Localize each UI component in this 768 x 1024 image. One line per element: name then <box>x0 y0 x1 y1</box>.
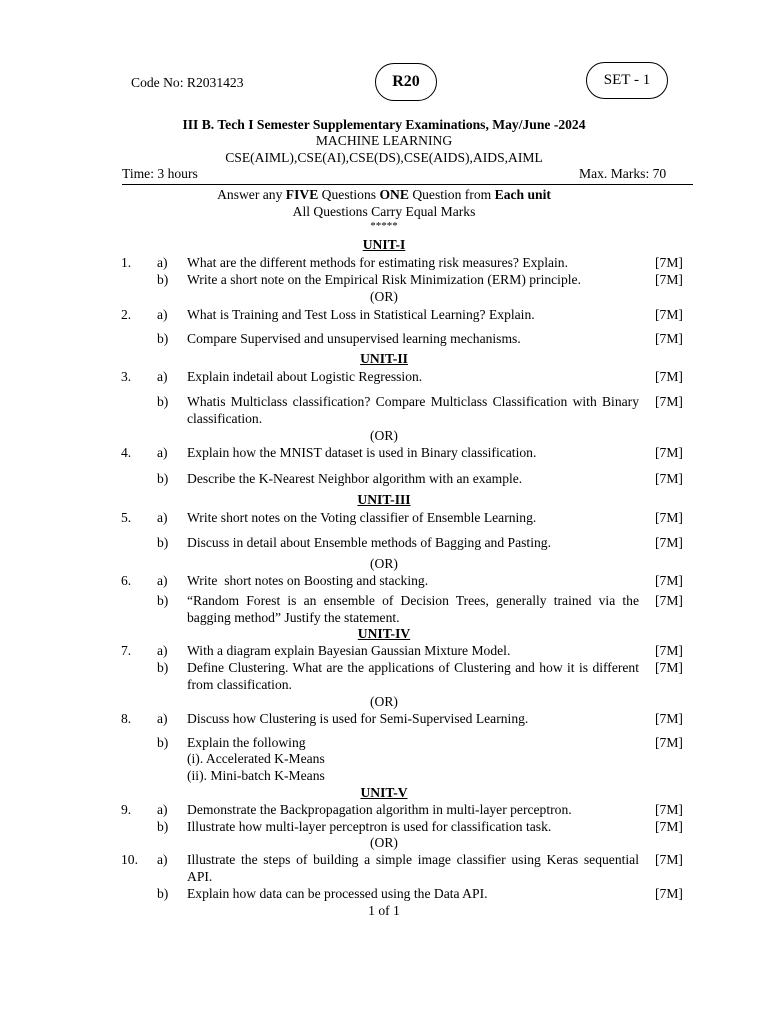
or-separator: (OR) <box>370 694 398 709</box>
exam-title: III B. Tech I Semester Supplementary Examinations, May/June -2024 <box>182 117 586 132</box>
question-text: What is Training and Test Loss in Statistical Learning? Explain. <box>187 307 535 322</box>
regulation-text: R20 <box>392 73 420 90</box>
question-marks: [7M] <box>655 660 683 675</box>
question-marks: [7M] <box>655 573 683 588</box>
part-label: a) <box>157 445 168 460</box>
part-label: a) <box>157 369 168 384</box>
part-label: b) <box>157 886 169 901</box>
part-label: a) <box>157 852 168 867</box>
question-marks: [7M] <box>655 471 683 486</box>
part-label: a) <box>157 510 168 525</box>
question-number: 4. <box>121 445 132 460</box>
set-text: SET - 1 <box>603 72 651 88</box>
question-marks: [7M] <box>655 369 683 384</box>
question-marks: [7M] <box>655 711 683 726</box>
or-separator: (OR) <box>370 289 398 304</box>
instructions-equal-marks: All Questions Carry Equal Marks <box>292 204 476 219</box>
question-text: “Random Forest is an ensemble of Decision Trees, generally trained via the bagging method” Justify the statement. <box>187 593 639 625</box>
part-label: b) <box>157 535 169 550</box>
instr-five: FIVE <box>285 187 319 202</box>
unit-heading: UNIT-III <box>357 492 411 507</box>
question-text: Describe the K-Nearest Neighbor algorithm with an example. <box>187 471 523 486</box>
question-number: 10. <box>121 852 138 867</box>
question-text: Explain indetail about Logistic Regression. <box>187 369 423 384</box>
question-text: Define Clustering. What are the applications of Clustering and how it is different from classification. <box>187 660 639 692</box>
instr-text-2: Questions <box>318 187 380 202</box>
part-label: a) <box>157 643 168 658</box>
question-marks: [7M] <box>655 643 683 658</box>
part-label: b) <box>157 593 169 608</box>
or-separator: (OR) <box>370 835 398 850</box>
question-number: 2. <box>121 307 132 322</box>
question-text: Explain how the MNIST dataset is used in Binary classification. <box>187 445 537 460</box>
part-label: a) <box>157 573 168 588</box>
question-text: Illustrate the steps of building a simple image classifier using Keras sequential API. <box>187 852 639 884</box>
question-marks: [7M] <box>655 802 683 817</box>
instr-text-1: Answer any <box>217 187 286 202</box>
instructions-line <box>0 187 768 203</box>
instr-each-unit: Each unit <box>494 187 551 202</box>
or-separator: (OR) <box>370 428 398 443</box>
code-number: Code No: R2031423 <box>131 75 244 90</box>
question-marks: [7M] <box>655 445 683 460</box>
stars-separator: ***** <box>370 220 398 232</box>
page-number: 1 of 1 <box>368 903 400 918</box>
question-text: Write short notes on Boosting and stacking. <box>187 573 429 588</box>
question-text: Whatis Multiclass classification? Compare Multiclass Classification with Binary classification. <box>187 394 639 426</box>
question-text: Demonstrate the Backpropagation algorithm in multi-layer perceptron. <box>187 802 572 817</box>
part-label: a) <box>157 802 168 817</box>
question-number: 5. <box>121 510 132 525</box>
unit-heading: UNIT-IV <box>357 626 411 641</box>
part-label: a) <box>157 711 168 726</box>
part-label: b) <box>157 660 169 675</box>
instr-one: ONE <box>379 187 409 202</box>
regulation-badge <box>375 63 437 101</box>
question-number: 1. <box>121 255 132 270</box>
question-marks: [7M] <box>655 852 683 867</box>
part-label: b) <box>157 331 169 346</box>
part-label: b) <box>157 471 169 486</box>
question-marks: [7M] <box>655 272 683 287</box>
part-label: b) <box>157 819 169 834</box>
question-text: Discuss how Clustering is used for Semi-Supervised Learning. <box>187 711 529 726</box>
part-label: a) <box>157 255 168 270</box>
question-marks: [7M] <box>655 510 683 525</box>
question-marks: [7M] <box>655 535 683 550</box>
question-text: Write a short note on the Empirical Risk Minimization (ERM) principle. <box>187 272 581 287</box>
question-marks: [7M] <box>655 593 683 608</box>
question-number: 6. <box>121 573 132 588</box>
question-text: Illustrate how multi-layer perceptron is used for classification task. <box>187 819 552 834</box>
question-marks: [7M] <box>655 331 683 346</box>
question-text: Write short notes on the Voting classifier of Ensemble Learning. <box>187 510 537 525</box>
unit-heading: UNIT-II <box>360 351 408 366</box>
question-text: Explain the following <box>187 735 306 750</box>
question-marks: [7M] <box>655 394 683 409</box>
part-label: b) <box>157 735 169 750</box>
question-number: 9. <box>121 802 132 817</box>
question-text: What are the different methods for estimating risk measures? Explain. <box>187 255 569 270</box>
question-marks: [7M] <box>655 255 683 270</box>
time-duration: Time: 3 hours <box>122 166 198 181</box>
question-number: 7. <box>121 643 132 658</box>
question-text: Compare Supervised and unsupervised learning mechanisms. <box>187 331 521 346</box>
part-label: a) <box>157 307 168 322</box>
question-text: Discuss in detail about Ensemble methods of Bagging and Pasting. <box>187 535 551 550</box>
unit-heading: UNIT-I <box>362 237 406 252</box>
question-marks: [7M] <box>655 819 683 834</box>
max-marks: Max. Marks: 70 <box>579 166 667 181</box>
question-marks: [7M] <box>655 307 683 322</box>
question-marks: [7M] <box>655 735 683 750</box>
question-number: 8. <box>121 711 132 726</box>
header-rule <box>122 184 693 185</box>
part-label: b) <box>157 394 169 409</box>
question-sub-line: (i). Accelerated K-Means <box>187 751 325 766</box>
or-separator: (OR) <box>370 556 398 571</box>
branches: CSE(AIML),CSE(AI),CSE(DS),CSE(AIDS),AIDS,AIML <box>225 150 543 165</box>
set-badge <box>586 62 668 99</box>
question-text: Explain how data can be processed using the Data API. <box>187 886 488 901</box>
instr-text-3: Question from <box>408 187 495 202</box>
question-number: 3. <box>121 369 132 384</box>
question-text: With a diagram explain Bayesian Gaussian Mixture Model. <box>187 643 511 658</box>
question-sub-line: (ii). Mini-batch K-Means <box>187 768 325 783</box>
unit-heading: UNIT-V <box>360 785 408 800</box>
question-marks: [7M] <box>655 886 683 901</box>
part-label: b) <box>157 272 169 287</box>
subject-title: MACHINE LEARNING <box>315 133 453 148</box>
